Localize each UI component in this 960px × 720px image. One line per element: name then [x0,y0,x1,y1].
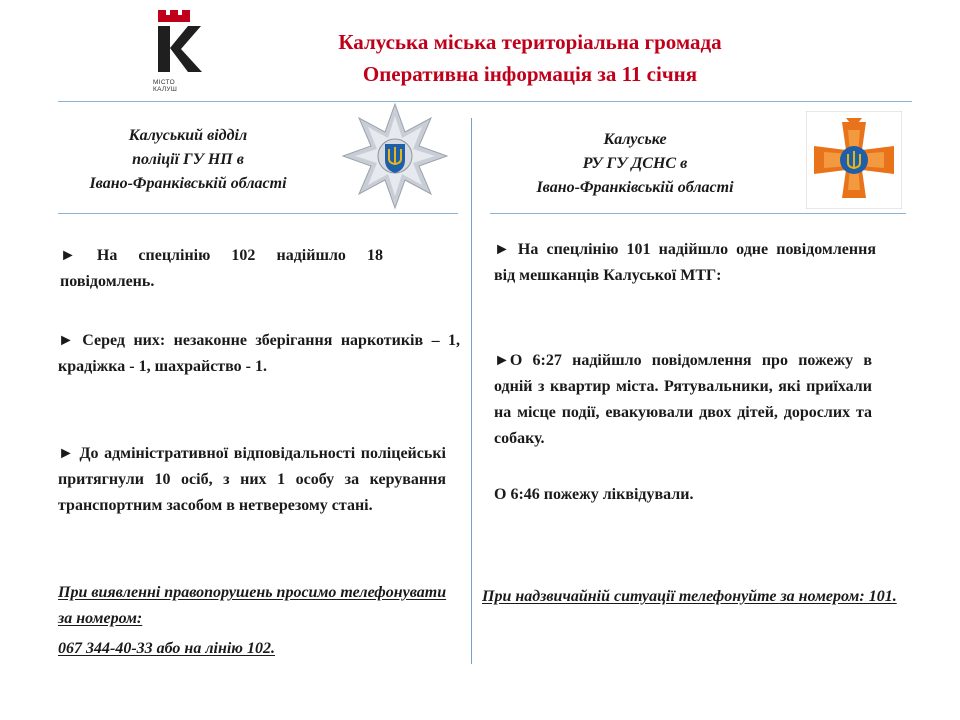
dsns-header-rule [490,213,906,214]
dsns-paragraph-extinguished: О 6:46 пожежу ліквідували. [494,486,694,503]
logo-caption: МІСТО КАЛУШ [153,79,178,93]
police-phone-number: 067 344-40-33 або на лінію 102. [58,640,275,657]
dsns-paragraph-fire: ►О 6:27 надійшло повідомлення про пожежу в одній з квартир міста. Рятувальники, які приїхали на місце події, евакуювали двох дітей, дорослих та собаку. [494,352,872,447]
dsns-paragraph-calls: ► На спецлінію 101 надійшло одне повідомлення від мешканців Калуської МТГ: [494,241,876,284]
police-paragraph-calls: ► На спецлінію 102 надійшло 18 повідомлень. [60,247,383,290]
police-paragraph-administrative: ► До адміністративної відповідальності поліцейські притягнули 10 осіб, з них 1 особу за керування транспортним засобом в нетверезому стані. [58,445,446,514]
dsns-section-title: Калуське РУ ГУ ДСНС в Івано-Франківській області [536,131,734,196]
police-paragraph-offenses: ► Серед них: незаконне зберігання наркотиків – 1, крадіжка - 1, шахрайство - 1. [58,332,460,375]
police-section-title: Калуський відділ поліції ГУ НП в Івано-Франківській області [89,127,287,192]
column-divider [471,118,472,664]
police-contact-note: При виявленні правопорушень просимо телефонувати за номером: [58,584,447,627]
police-star-emblem-icon [340,102,450,210]
header-divider [58,101,912,102]
city-logo [148,8,206,98]
page-title: Калуська міська територіальна громада [338,30,722,54]
dsns-cross-emblem-icon [806,111,902,209]
dsns-contact-note: При надзвичайній ситуації телефонуйте за номером: 101. [482,588,897,605]
police-header-rule [58,213,458,214]
city-logo-icon [148,8,206,80]
page-subtitle: Оперативна інформація за 11 січня [362,62,698,86]
